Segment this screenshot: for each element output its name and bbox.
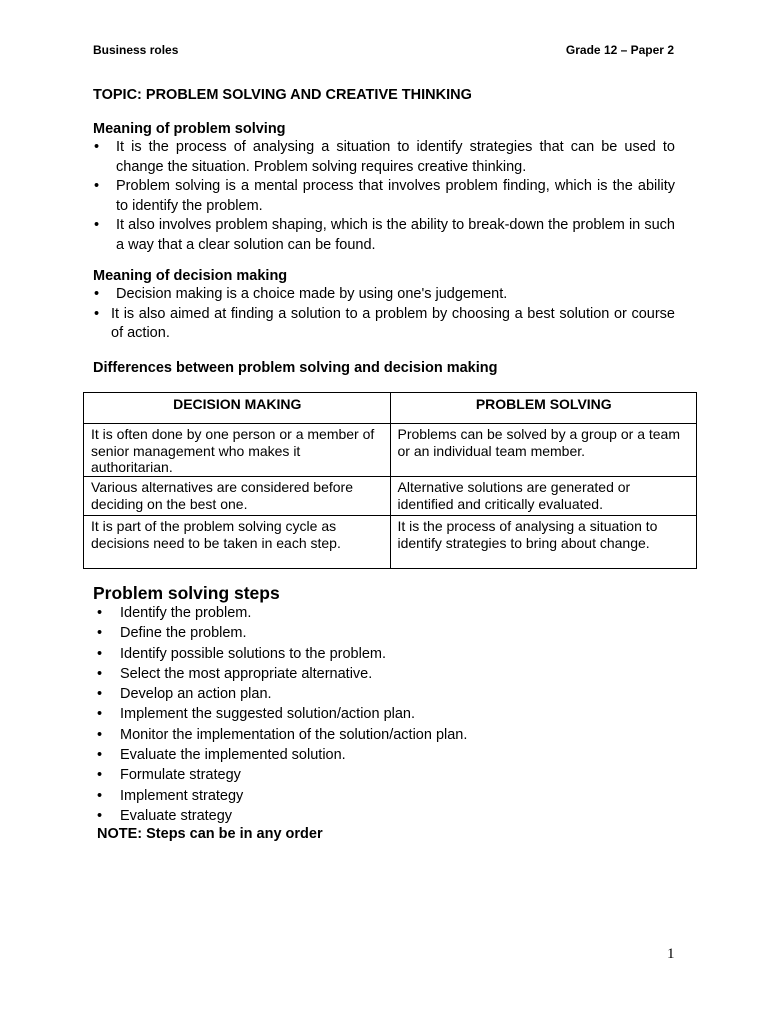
table-cell: Alternative solutions are generated or identified and critically evaluated. xyxy=(390,477,697,516)
bullet-icon: • xyxy=(97,807,103,824)
header-grade-paper: Grade 12 – Paper 2 xyxy=(565,43,674,57)
list-item: • Decision making is a choice made by using one's judgement. xyxy=(93,285,675,305)
list-item: • Implement the suggested solution/action plan. xyxy=(97,704,467,724)
list-item: • Problem solving is a mental process that involves problem finding, which is the ability to identify the problem. xyxy=(94,178,675,214)
table-row xyxy=(84,477,697,516)
decision-making-meaning-title: Meaning of decision making xyxy=(93,268,288,284)
table-cell: It is part of the problem solving cycle as decisions need to be taken in each step. xyxy=(84,516,391,569)
page-number: 1 xyxy=(667,946,675,962)
bullet-icon: • xyxy=(97,706,103,723)
list-item: • Evaluate strategy xyxy=(97,806,467,826)
list-item: • Monitor the implementation of the solution/action plan. xyxy=(97,725,467,745)
table-cell: Problems can be solved by a group or a team or an individual team member. xyxy=(390,424,697,477)
bullet-icon: • xyxy=(97,767,103,784)
list-item: • Evaluate the implemented solution. xyxy=(97,745,467,765)
list-item: • Develop an action plan. xyxy=(97,684,467,704)
list-item: • Define the problem. xyxy=(97,623,467,643)
topic-heading: TOPIC: PROBLEM SOLVING AND CREATIVE THINKING xyxy=(93,87,472,103)
bullet-icon: • xyxy=(94,139,100,155)
list-item: • It also involves problem shaping, which is the ability to break-down the problem in such a way that a clear solution can be found. xyxy=(94,217,675,253)
steps-list xyxy=(97,603,467,826)
bullet-icon: • xyxy=(97,686,103,703)
problem-solving-meaning-title: Meaning of problem solving xyxy=(93,121,286,137)
bullet-icon: • xyxy=(94,217,100,233)
differences-title: Differences between problem solving and decision making xyxy=(93,360,498,376)
bullet-icon: • xyxy=(97,787,103,804)
column-header-decision-making: DECISION MAKING xyxy=(84,393,391,424)
list-item: • It is also aimed at finding a solution to a problem by choosing a best solution or course of action. xyxy=(94,305,675,341)
differences-table xyxy=(83,392,697,569)
table-cell: It is the process of analysing a situation to identify strategies to bring about change. xyxy=(390,516,697,569)
list-item: • Identify possible solutions to the problem. xyxy=(97,644,467,664)
table-cell: It is often done by one person or a member of senior management who makes it authoritarian. xyxy=(84,424,391,477)
table-header-row xyxy=(84,393,697,424)
bullet-icon: • xyxy=(97,645,103,662)
bullet-icon: • xyxy=(94,305,100,322)
bullet-icon: • xyxy=(94,178,100,194)
list-item: • Implement strategy xyxy=(97,786,467,806)
bullet-icon: • xyxy=(94,286,100,302)
header-subject: Business roles xyxy=(93,43,179,57)
bullet-icon: • xyxy=(97,665,103,682)
table-row xyxy=(84,516,697,569)
steps-note: NOTE: Steps can be in any order xyxy=(97,826,323,842)
bullet-icon: • xyxy=(97,747,103,764)
bullet-icon: • xyxy=(97,625,103,642)
list-item: • It is the process of analysing a situation to identify strategies that can be used to change the situation. Problem solving requires creative thinking. xyxy=(94,139,675,175)
column-header-problem-solving: PROBLEM SOLVING xyxy=(390,393,697,424)
list-item: • Identify the problem. xyxy=(97,603,467,623)
table-cell: Various alternatives are considered before deciding on the best one. xyxy=(84,477,391,516)
table-row xyxy=(84,424,697,477)
bullet-icon: • xyxy=(97,726,103,743)
problem-solving-meaning-list xyxy=(93,138,675,255)
steps-title: Problem solving steps xyxy=(93,583,280,603)
decision-making-meaning-list xyxy=(93,285,675,344)
bullet-icon: • xyxy=(97,605,103,621)
list-item: • Select the most appropriate alternative. xyxy=(97,664,467,684)
list-item: • Formulate strategy xyxy=(97,765,467,785)
